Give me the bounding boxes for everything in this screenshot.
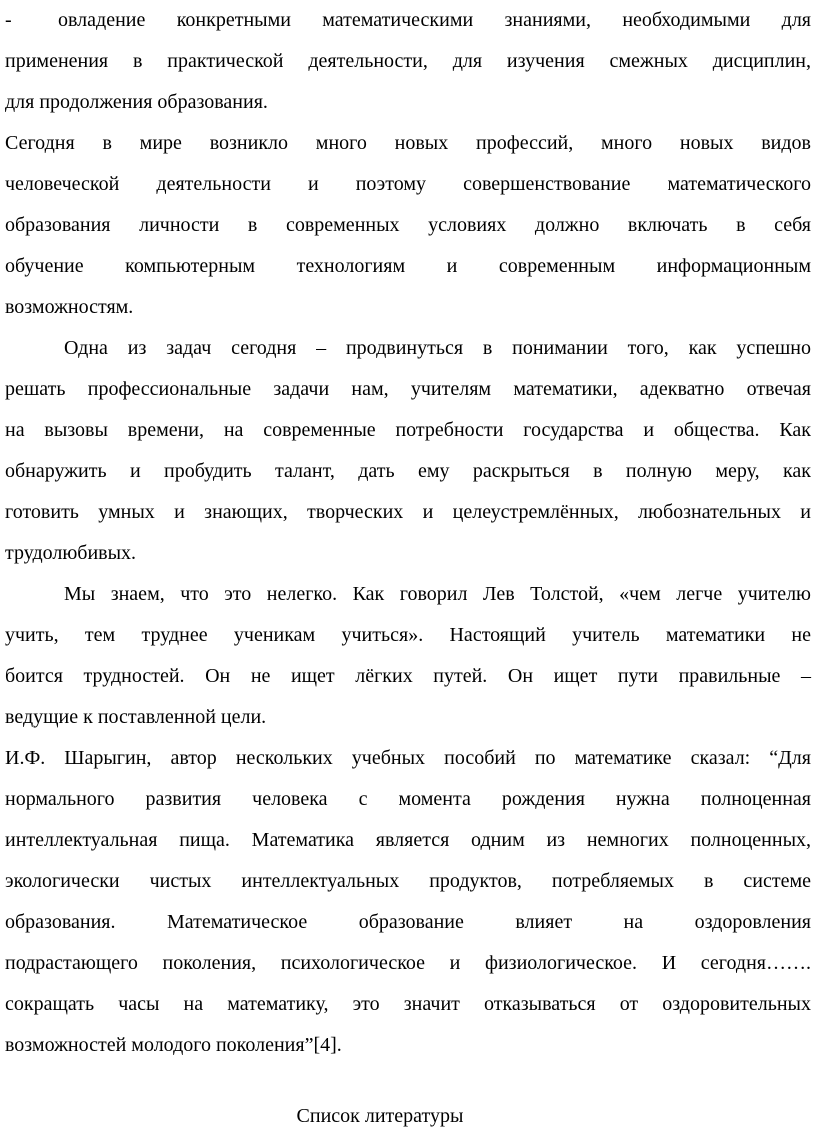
list-bullet-dash: - bbox=[5, 9, 12, 31]
paragraph-line: учить, тем труднее ученикам учиться». Настоящий учитель математики не bbox=[5, 624, 811, 646]
paragraph-line: экологически чистых интеллектуальных продуктов, потребляемых в системе bbox=[5, 870, 811, 892]
paragraph-line: сокращать часы на математику, это значит отказываться от оздоровительных bbox=[5, 993, 811, 1015]
bullet-line: применения в практической деятельности, для изучения смежных дисциплин, bbox=[5, 50, 811, 72]
paragraph-line: обнаружить и пробудить талант, дать ему раскрыться в полную меру, как bbox=[5, 460, 811, 482]
paragraph-line: подрастающего поколения, психологическое и физиологическое. И сегодня……. bbox=[5, 952, 811, 974]
paragraph-line: готовить умных и знающих, творческих и целеустремлённых, любознательных и bbox=[5, 501, 811, 523]
paragraph-line: Мы знаем, что это нелегко. Как говорил Лев Толстой, «чем легче учителю bbox=[64, 583, 811, 605]
paragraph-line: человеческой деятельности и поэтому совершенствование математического bbox=[5, 173, 811, 195]
paragraph-line: ведущие к поставленной цели. bbox=[5, 706, 267, 728]
paragraph-line: И.Ф. Шарыгин, автор нескольких учебных пособий по математике сказал: “Для bbox=[5, 747, 811, 769]
paragraph-line: возможностей молодого поколения”[4]. bbox=[5, 1034, 342, 1056]
paragraph-line: на вызовы времени, на современные потребности государства и общества. Как bbox=[5, 419, 811, 441]
paragraph-line: возможностям. bbox=[5, 296, 134, 318]
paragraph-line: трудолюбивых. bbox=[5, 542, 137, 564]
paragraph-line: интеллектуальная пища. Математика является одним из немногих полноценных, bbox=[5, 829, 811, 851]
paragraph-line: боится трудностей. Он не ищет лёгких путей. Он ищет пути правильные – bbox=[5, 665, 811, 687]
paragraph-line: образования личности в современных условиях должно включать в себя bbox=[5, 214, 811, 236]
paragraph-line: образования. Математическое образование влияет на оздоровления bbox=[5, 911, 811, 933]
paragraph-line: Сегодня в мире возникло много новых профессий, много новых видов bbox=[5, 132, 811, 154]
paragraph-line: решать профессиональные задачи нам, учителям математики, адекватно отвечая bbox=[5, 378, 811, 400]
bullet-line: овладение конкретными математическими знаниями, необходимыми для bbox=[58, 9, 811, 31]
bullet-line: для продолжения образования. bbox=[5, 91, 268, 113]
paragraph-line: Одна из задач сегодня – продвинуться в понимании того, как успешно bbox=[64, 337, 811, 359]
paragraph-line: обучение компьютерным технологиям и современным информационным bbox=[5, 255, 811, 277]
references-heading: Список литературы bbox=[296, 1105, 464, 1127]
paragraph-line: нормального развития человека с момента рождения нужна полноценная bbox=[5, 788, 811, 810]
